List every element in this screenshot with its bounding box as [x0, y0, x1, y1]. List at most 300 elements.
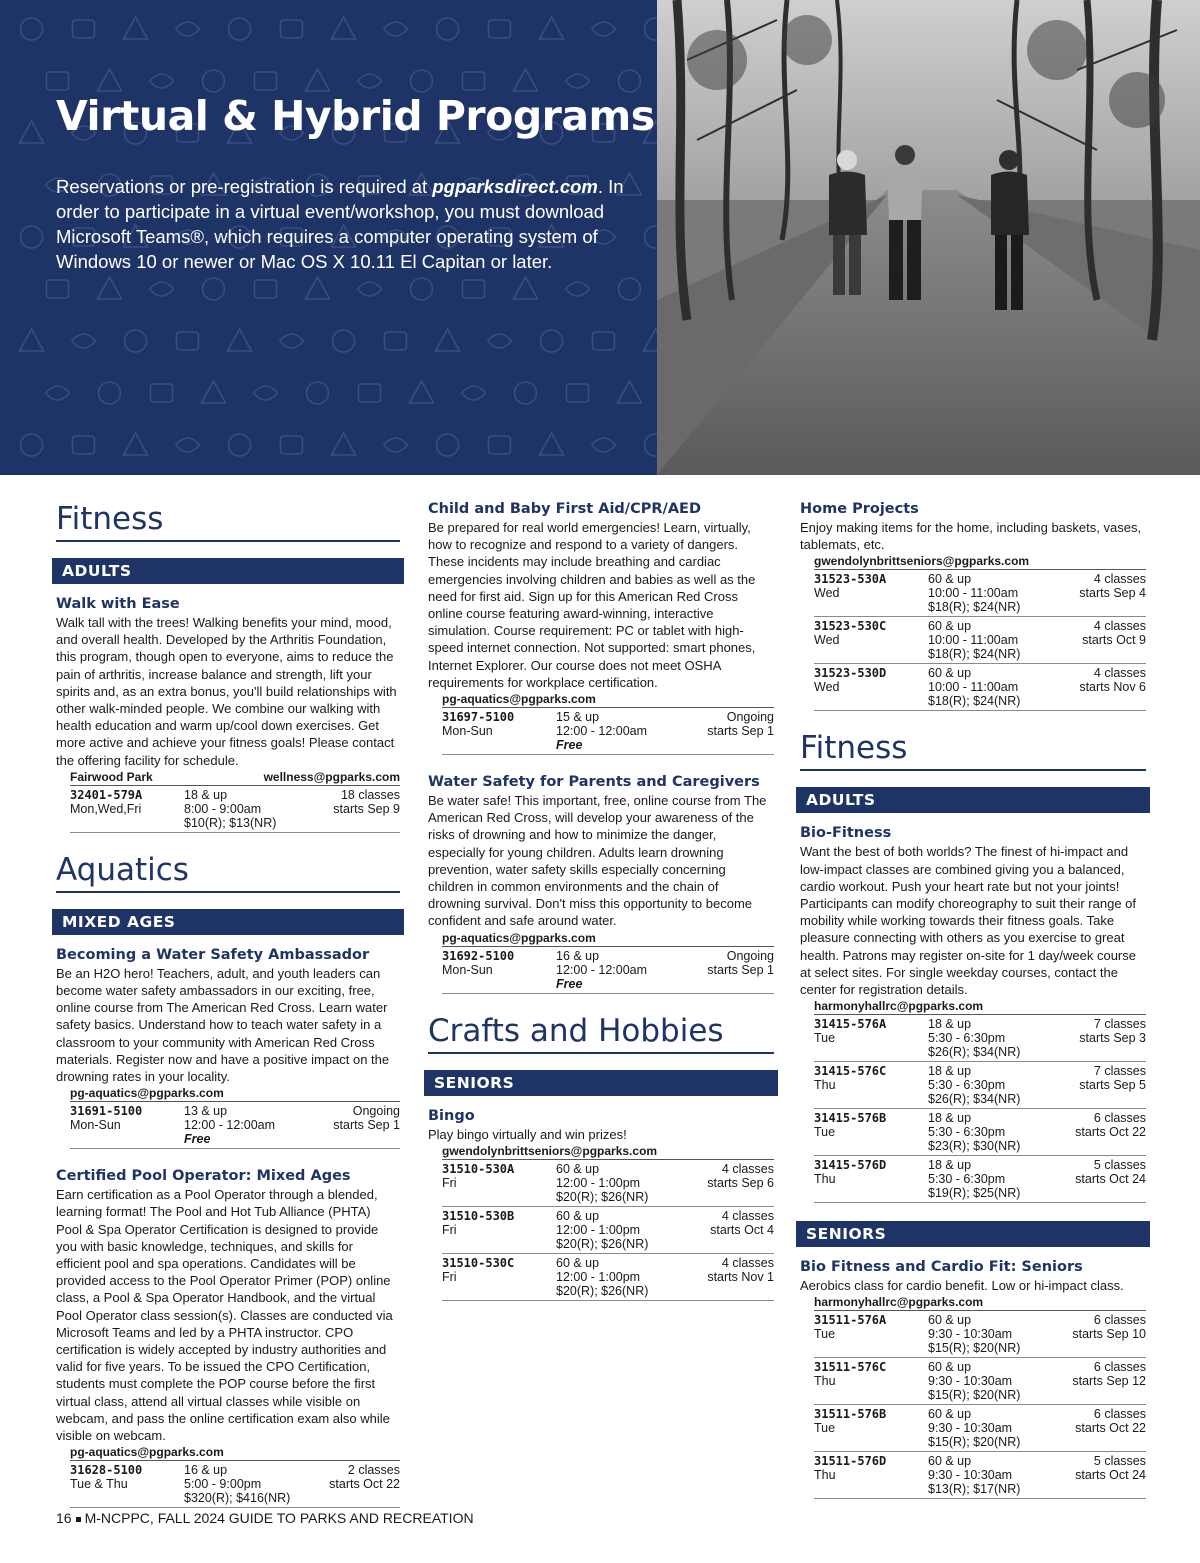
details-cell [184, 788, 333, 830]
course-code: 31628-5100 [70, 1463, 143, 1478]
course-code: 31523-530D [814, 666, 887, 681]
pattern-icon [566, 74, 590, 88]
start-date: starts Nov 1 [707, 1269, 774, 1284]
course-code: 31511-576A [814, 1313, 887, 1328]
details-cell [556, 1162, 707, 1204]
details-cell [928, 666, 1079, 708]
column-3 [800, 500, 1146, 1517]
class-fee: $18(R); $24(NR) [928, 647, 1021, 662]
start-date: starts Oct 22 [1075, 1125, 1146, 1140]
age-range: 60 & up [928, 619, 972, 634]
start-date: starts Sep 12 [1072, 1374, 1146, 1389]
schedule-row [814, 1062, 1146, 1109]
pattern-icon [619, 278, 641, 300]
age-range: 60 & up [928, 1407, 972, 1422]
code-cell [814, 1454, 928, 1496]
contact-email[interactable]: pg-aquatics@pgparks.com [70, 1445, 224, 1460]
class-count: 7 classes [1093, 1064, 1146, 1079]
hero-banner [0, 0, 1200, 475]
pattern-icon [176, 438, 200, 452]
age-range: 16 & up [556, 948, 600, 963]
class-time: 12:00 - 1:00pm [556, 1175, 641, 1190]
contact-header [814, 554, 1146, 570]
code-cell [814, 1111, 928, 1153]
pattern-icon [21, 434, 43, 456]
class-fee: Free [184, 1132, 211, 1147]
session-cell [333, 788, 400, 830]
class-count: 7 classes [1093, 1017, 1146, 1032]
contact-header [442, 931, 774, 947]
start-date: starts Oct 4 [710, 1222, 774, 1237]
start-date: starts Nov 6 [1079, 680, 1146, 695]
class-count: 18 classes [340, 787, 400, 802]
program-description: Earn certification as a Pool Operator through a blended, learning format! The Pool and Hot Tub Alliance (PHTA) Pool & Spa Operator Certification is designed to provide you with basic knowledge, techniques, and skills for efficient pool and spa operations. Candidates will be provided access to the Pool Operator Primer (POP) online class, a Pool & Spa Operator Handbook, and the virtual Pool Operator class session(s). Classes are conducted via Microsoft Teams and led by a PHTA instructor. CPO certification is widely accepted by industry authorities and valid for five years. To be issued the CPO Certification, students must complete the POP course before the first virtual class, attend all virtual classes while visible on webcam, and pass the online certification exam also while visible on webcam. [56, 1187, 393, 1444]
details-cell [928, 1360, 1072, 1402]
session-cell [1075, 1407, 1146, 1449]
pattern-icon [72, 334, 96, 348]
program-title: Bio Fitness and Cardio Fit: Seniors [800, 1259, 1083, 1276]
session-cell [707, 1256, 774, 1298]
class-count: 4 classes [1093, 666, 1146, 681]
start-date: starts Sep 5 [1079, 1078, 1146, 1093]
pattern-icon [47, 280, 69, 298]
pattern-icon [359, 384, 381, 402]
pattern-icon [384, 22, 408, 36]
schedule-row [814, 1156, 1146, 1203]
code-cell [814, 1407, 928, 1449]
class-fee: $320(R); $416(NR) [184, 1491, 291, 1506]
contact-header [70, 1086, 400, 1102]
code-cell [814, 572, 928, 614]
code-cell [814, 666, 928, 708]
start-date: starts Oct 24 [1075, 1468, 1146, 1483]
schedule-row [814, 1109, 1146, 1156]
details-cell [928, 1017, 1079, 1059]
class-time: 5:00 - 9:00pm [184, 1477, 262, 1492]
start-date: starts Sep 6 [707, 1175, 774, 1190]
pattern-icon [306, 69, 330, 91]
course-days: Fri [442, 1175, 457, 1190]
pattern-icon [202, 381, 226, 403]
session-cell [1079, 572, 1146, 614]
class-count: 6 classes [1093, 1407, 1146, 1422]
class-fee: $19(R); $25(NR) [928, 1186, 1021, 1201]
pattern-icon [98, 69, 122, 91]
page-number: 16 [56, 1510, 72, 1526]
program-description: Want the best of both worlds? The finest of hi-impact and low-impact classes are combined giving you a balanced, cardio workout. Push your heart rate but not your joints! Participants can modify choreography to suit their range of mobility while working towards their fitness goals. Take pleasure connecting with others as you exercise to great health. Patrons may register on-site for 1 day/week course at select sites. For single weekday courses, contact the center for registration details. [800, 844, 1137, 998]
section-title-crafts-hobbies: Crafts and Hobbies [428, 1012, 774, 1054]
session-cell [333, 1104, 400, 1146]
course-code: 31511-576C [814, 1360, 887, 1375]
age-range: 60 & up [556, 1255, 600, 1270]
class-time: 9:30 - 10:30am [928, 1421, 1013, 1436]
start-date: starts Sep 1 [333, 1118, 400, 1133]
pattern-icon [489, 20, 511, 38]
schedule-row [442, 1207, 774, 1254]
pattern-icon [307, 382, 329, 404]
program-title: Bingo [428, 1107, 475, 1124]
class-fee: $20(R); $26(NR) [556, 1189, 649, 1204]
session-cell [1072, 1313, 1146, 1355]
page-title: Virtual & Hybrid Programs [56, 92, 655, 140]
course-code: 31523-530A [814, 572, 887, 587]
pattern-icon [255, 280, 277, 298]
class-time: 9:30 - 10:30am [928, 1327, 1013, 1342]
pattern-icon [229, 18, 251, 40]
pattern-icon [592, 22, 616, 36]
page-footer [56, 1510, 474, 1526]
pattern-icon [515, 382, 537, 404]
age-range: 60 & up [556, 1161, 600, 1176]
class-time: 10:00 - 11:00am [928, 586, 1019, 601]
schedule-table [442, 692, 774, 755]
pattern-icon [541, 330, 563, 352]
course-code: 31511-576D [814, 1454, 887, 1469]
class-time: 12:00 - 12:00am [184, 1118, 276, 1133]
contact-email[interactable]: pg-aquatics@pgparks.com [70, 1086, 224, 1101]
contact-header [70, 1445, 400, 1461]
course-code: 31691-5100 [70, 1104, 143, 1119]
age-range: 18 & up [928, 1158, 972, 1173]
pattern-icon [98, 277, 122, 299]
course-days: Tue [814, 1125, 836, 1140]
pattern-icon [228, 329, 252, 351]
session-cell [1079, 1017, 1146, 1059]
class-count: Ongoing [726, 710, 774, 725]
class-fee: $15(R); $20(NR) [928, 1388, 1021, 1403]
course-code: 31415-576C [814, 1064, 887, 1079]
code-cell [814, 1017, 928, 1059]
course-days: Mon,Wed,Fri [70, 801, 142, 816]
pattern-icon [125, 330, 147, 352]
contact-email[interactable]: pg-aquatics@pgparks.com [442, 692, 596, 707]
schedule-table [814, 1295, 1146, 1499]
course-code: 31510-530A [442, 1161, 515, 1176]
code-cell [814, 1313, 928, 1355]
code-cell [442, 1162, 556, 1204]
pattern-icon [592, 438, 616, 452]
schedule-row [814, 1358, 1146, 1405]
pattern-icon [203, 278, 225, 300]
contact-header [70, 770, 400, 786]
start-date: starts Oct 24 [1075, 1172, 1146, 1187]
details-cell [556, 1256, 707, 1298]
class-count: 4 classes [1093, 572, 1146, 587]
age-band-mixed-ages: MIXED AGES [52, 909, 404, 935]
class-count: Ongoing [726, 948, 774, 963]
class-count: 2 classes [347, 1463, 400, 1478]
course-days: Mon-Sun [442, 724, 493, 739]
class-time: 12:00 - 1:00pm [556, 1222, 641, 1237]
program-description: Aerobics class for cardio benefit. Low or hi-impact class. [800, 1278, 1124, 1294]
course-days: Mon-Sun [442, 962, 493, 977]
program-description: Be prepared for real world emergencies! Learn, virtually, how to recognize and respond to a variety of dangers. These incidents may include breathing and cardiac emergencies involving children and babies as well as the need for first aid. Sign up for this American Red Cross online course featuring award-winning, interactive simulation. Course requirement: PC or tablet with high-speed internet connection. Not supported: smart phones, Internet Explorer. Our course does not meet OSHA requirements for workplace certification. [428, 520, 756, 690]
pattern-icon [618, 381, 642, 403]
details-cell [928, 1064, 1079, 1106]
pattern-icon [281, 436, 303, 454]
contact-email[interactable]: wellness@pgparks.com [263, 769, 400, 784]
program-description: Enjoy making items for the home, including baskets, vases, tablemats, etc. [800, 520, 1142, 553]
start-date: starts Sep 9 [333, 801, 400, 816]
session-cell [1075, 1111, 1146, 1153]
class-count: 4 classes [721, 1208, 774, 1223]
pattern-icon [514, 277, 538, 299]
age-band-adults: ADULTS [52, 558, 404, 584]
schedule-row [70, 1102, 400, 1149]
course-code: 32401-579A [70, 787, 143, 802]
class-time: 12:00 - 12:00am [556, 724, 648, 739]
session-cell [1079, 1064, 1146, 1106]
pattern-icon [358, 74, 382, 88]
details-cell [928, 1158, 1075, 1200]
pattern-icon [333, 330, 355, 352]
pattern-icon [463, 72, 485, 90]
pattern-icon [177, 332, 199, 350]
pattern-icon [151, 384, 173, 402]
code-cell [70, 1104, 184, 1146]
pattern-icon [411, 278, 433, 300]
start-date: starts Sep 1 [707, 724, 774, 739]
start-date: starts Oct 9 [1082, 633, 1146, 648]
class-time: 9:30 - 10:30am [928, 1374, 1013, 1389]
code-cell [442, 949, 556, 991]
location-name: Fairwood Park [70, 769, 153, 784]
program-title: Child and Baby First Aid/CPR/AED [428, 501, 701, 517]
section-title-fitness: Fitness [800, 729, 1146, 771]
age-range: 60 & up [928, 1454, 972, 1469]
pattern-icon [124, 17, 148, 39]
details-cell [928, 619, 1082, 661]
walkers-photo [657, 0, 1200, 475]
details-cell [928, 1111, 1075, 1153]
pattern-icon [462, 386, 486, 400]
class-count: 6 classes [1093, 1313, 1146, 1328]
schedule-row [442, 1160, 774, 1207]
session-cell [707, 710, 774, 752]
program-description: Be an H2O hero! Teachers, adult, and youth leaders can become water safety ambassadors in our exciting, free, online course from The American Red Cross. Learn water safety basics. Understand how to teach water safety in a classroom to your community with American Red Cross materials. Register now and have a positive impact on the drowning rates in your locality. [56, 965, 390, 1085]
schedule-row [442, 1254, 774, 1301]
age-range: 13 & up [184, 1104, 228, 1119]
footer-text: M-NCPPC, FALL 2024 GUIDE TO PARKS AND RECREATION [84, 1510, 474, 1526]
pattern-icon [73, 20, 95, 38]
details-cell [556, 949, 707, 991]
class-count: 6 classes [1093, 1360, 1146, 1375]
column-1 [56, 500, 400, 1526]
age-range: 18 & up [928, 1064, 972, 1079]
age-band-seniors: SENIORS [796, 1221, 1150, 1247]
code-cell [814, 619, 928, 661]
pattern-icon [437, 434, 459, 456]
schedule-table [70, 770, 400, 833]
class-time: 5:30 - 6:30pm [928, 1078, 1006, 1093]
course-code: 31692-5100 [442, 948, 515, 963]
pattern-icon [46, 386, 70, 400]
session-cell [710, 1209, 774, 1251]
pattern-icon [566, 282, 590, 296]
pattern-icon [229, 434, 251, 456]
schedule-table [814, 554, 1146, 711]
schedule-row [814, 1015, 1146, 1062]
class-count: 5 classes [1093, 1454, 1146, 1469]
schedule-table [442, 931, 774, 994]
session-cell [1072, 1360, 1146, 1402]
program-title: Water Safety for Parents and Caregivers [428, 774, 760, 791]
age-range: 18 & up [184, 787, 228, 802]
age-band-seniors: SENIORS [424, 1070, 778, 1096]
details-cell [928, 1454, 1075, 1496]
course-days: Tue [814, 1327, 836, 1342]
program-title: Certified Pool Operator: Mixed Ages [56, 1168, 351, 1185]
code-cell [70, 1463, 184, 1505]
course-days: Fri [442, 1222, 457, 1237]
details-cell [184, 1463, 329, 1505]
pattern-icon [358, 282, 382, 296]
class-fee: $18(R); $24(NR) [928, 600, 1021, 615]
contact-email[interactable]: harmonyhallrc@pgparks.com [814, 999, 984, 1014]
intro-text-part: Reservations or pre-registration is required at [56, 176, 433, 197]
schedule-row [814, 570, 1146, 617]
code-cell [442, 1256, 556, 1298]
class-fee: $26(R); $34(NR) [928, 1045, 1021, 1060]
section-title-fitness: Fitness [56, 500, 400, 542]
contact-email[interactable]: pg-aquatics@pgparks.com [442, 930, 596, 945]
code-cell [814, 1064, 928, 1106]
pattern-icon [21, 226, 43, 248]
course-days: Wed [814, 680, 840, 695]
pattern-icon [410, 381, 434, 403]
course-days: Wed [814, 586, 840, 601]
age-range: 60 & up [556, 1208, 600, 1223]
class-fee: $10(R); $13(NR) [184, 815, 277, 830]
pattern-icon [280, 334, 304, 348]
class-count: 4 classes [721, 1161, 774, 1176]
schedule-table [442, 1144, 774, 1301]
schedule-row [814, 1405, 1146, 1452]
class-time: 12:00 - 12:00am [556, 962, 648, 977]
start-date: starts Oct 22 [1075, 1421, 1146, 1436]
program-description: Walk tall with the trees! Walking benefits your mind, mood, and overall health. Developed by the Arthritis Foundation, this program, though open to everyone, aims to reduce the pain of arthritis, increase balance and strength, lift your spirits and, as an extra bonus, you'll build relationships with other walk-minded people. We combine our walking with health education and warm up/cool down exercises. Get more active and achieve your fitness goals! Please contact the offering facility for schedule. [56, 615, 397, 768]
course-days: Tue [814, 1421, 836, 1436]
pattern-icon [254, 386, 278, 400]
course-code: 31415-576D [814, 1158, 887, 1173]
pattern-icon [332, 17, 356, 39]
schedule-row [70, 1461, 400, 1508]
class-time: 12:00 - 1:00pm [556, 1269, 641, 1284]
course-code: 31510-530B [442, 1208, 515, 1223]
class-time: 10:00 - 11:00am [928, 680, 1019, 695]
contact-header [442, 1144, 774, 1160]
section-title-aquatics: Aquatics [56, 851, 400, 893]
contact-header [442, 692, 774, 708]
pattern-icon [514, 69, 538, 91]
session-cell [707, 1162, 774, 1204]
session-cell [1075, 1454, 1146, 1496]
schedule-row [814, 664, 1146, 711]
session-cell [329, 1463, 400, 1505]
class-fee: $23(R); $30(NR) [928, 1139, 1021, 1154]
pattern-icon [463, 280, 485, 298]
start-date: starts Sep 1 [707, 962, 774, 977]
course-code: 31697-5100 [442, 710, 515, 725]
details-cell [928, 1407, 1075, 1449]
start-date: starts Sep 3 [1079, 1031, 1146, 1046]
website-link[interactable]: pgparksdirect.com [432, 176, 598, 197]
schedule-row [442, 947, 774, 994]
contact-email[interactable]: gwendolynbrittseniors@pgparks.com [814, 554, 1030, 569]
contact-email[interactable]: harmonyhallrc@pgparks.com [814, 1295, 984, 1310]
program-title: Walk with Ease [56, 596, 180, 612]
schedule-table [70, 1086, 400, 1149]
schedule-row [442, 708, 774, 755]
age-range: 18 & up [928, 1017, 972, 1032]
class-fee: Free [556, 738, 583, 753]
pattern-icon [21, 18, 43, 40]
pattern-icon [255, 72, 277, 90]
class-time: 9:30 - 10:30am [928, 1468, 1013, 1483]
pattern-icon [99, 382, 121, 404]
class-time: 5:30 - 6:30pm [928, 1125, 1006, 1140]
schedule-row [814, 1311, 1146, 1358]
pattern-icon [436, 329, 460, 351]
class-count: 6 classes [1093, 1111, 1146, 1126]
pattern-icon [489, 436, 511, 454]
details-cell [556, 710, 707, 752]
column-2 [428, 500, 774, 1319]
age-range: 60 & up [928, 1360, 972, 1375]
class-count: Ongoing [352, 1104, 400, 1119]
contact-header [814, 1295, 1146, 1311]
pattern-icon [567, 384, 589, 402]
bullet-separator [76, 1517, 81, 1522]
pattern-icon [332, 433, 356, 455]
pattern-icon [488, 334, 512, 348]
course-days: Mon-Sun [70, 1118, 121, 1133]
code-cell [70, 788, 184, 830]
class-fee: $15(R); $20(NR) [928, 1341, 1021, 1356]
course-code: 31510-530C [442, 1255, 515, 1270]
age-range: 16 & up [184, 1463, 228, 1478]
class-time: 5:30 - 6:30pm [928, 1031, 1006, 1046]
session-cell [1082, 619, 1146, 661]
pattern-icon [176, 22, 200, 36]
program-title: Bio-Fitness [800, 825, 892, 842]
class-fee: Free [556, 976, 583, 991]
age-range: 18 & up [928, 1111, 972, 1126]
course-days: Thu [814, 1172, 836, 1187]
code-cell [814, 1360, 928, 1402]
class-fee: $15(R); $20(NR) [928, 1435, 1021, 1450]
start-date: starts Sep 4 [1079, 586, 1146, 601]
age-range: 60 & up [928, 572, 972, 587]
pattern-icon [20, 121, 44, 143]
pattern-icon [306, 277, 330, 299]
age-range: 60 & up [928, 1313, 972, 1328]
pattern-icon [73, 436, 95, 454]
pattern-icon [593, 332, 615, 350]
class-time: 8:00 - 9:00am [184, 801, 262, 816]
class-time: 5:30 - 6:30pm [928, 1172, 1006, 1187]
program-description: Be water safe! This important, free, online course from The American Red Cross, will develop your awareness of the risks of drowning and how to minimize the danger, especially for young children. Adults learn drowning prevention, water safety skills especially concerning children in common environments and the chain of drowning survival. Don't miss this opportunity to become confident and safe around water. [428, 793, 767, 929]
course-days: Thu [814, 1078, 836, 1093]
contact-email[interactable]: gwendolynbrittseniors@pgparks.com [442, 1143, 658, 1158]
pattern-icon [619, 70, 641, 92]
age-range: 60 & up [928, 666, 972, 681]
class-fee: $20(R); $26(NR) [556, 1283, 649, 1298]
age-band-adults: ADULTS [796, 787, 1150, 813]
course-code: 31415-576B [814, 1111, 887, 1126]
pattern-icon [385, 332, 407, 350]
schedule-row [814, 617, 1146, 664]
